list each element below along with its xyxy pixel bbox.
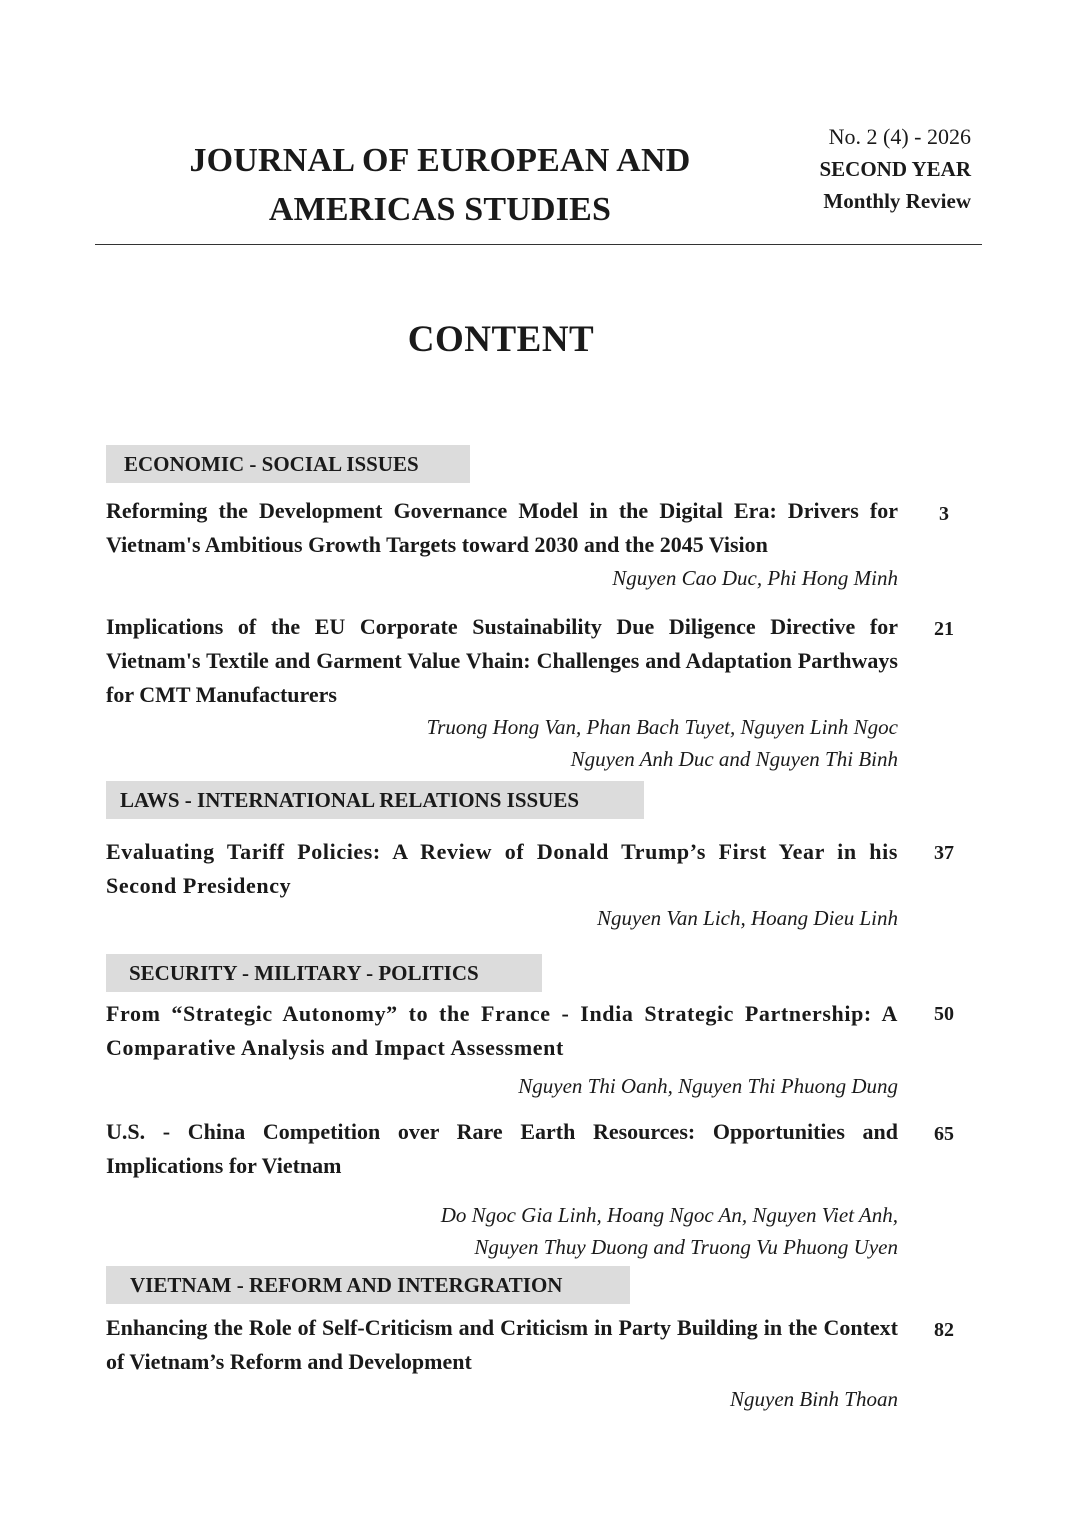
section-label-laws-international-relations: LAWS - INTERNATIONAL RELATIONS ISSUES xyxy=(106,781,644,819)
article-title[interactable]: Reforming the Development Governance Model in the Digital Era: Drivers for Vietnam's Ambitious Growth Targets toward 2030 and the 2045 Vision xyxy=(106,498,898,557)
author-line: Nguyen Van Lich, Hoang Dieu Linh xyxy=(597,906,898,930)
issue-year: SECOND YEAR xyxy=(819,157,971,181)
section-label-vietnam-reform-integration: VIETNAM - REFORM AND INTERGRATION xyxy=(106,1266,630,1304)
article-authors xyxy=(597,902,898,934)
section-label-economic-social: ECONOMIC - SOCIAL ISSUES xyxy=(106,445,470,483)
journal-title-line-1: JOURNAL OF EUROPEAN AND xyxy=(189,142,691,179)
article-authors xyxy=(427,711,898,775)
article-page-number[interactable]: 82 xyxy=(934,1319,954,1341)
article-title[interactable]: Enhancing the Role of Self-Criticism and Criticism in Party Building in the Context of Vietnam’s Reform and Development xyxy=(106,1315,898,1374)
author-line: Nguyen Thi Oanh, Nguyen Thi Phuong Dung xyxy=(518,1074,898,1098)
article-authors xyxy=(730,1383,898,1415)
article-title[interactable]: Implications of the EU Corporate Sustainability Due Diligence Directive for Vietnam's Textile and Garment Value Vhain: Challenges and Adaptation Parthways for CMT Manufacturers xyxy=(106,614,898,707)
issue-number: No. 2 (4) - 2026 xyxy=(828,124,971,149)
issue-frequency: Monthly Review xyxy=(823,189,971,213)
issue-info xyxy=(820,121,972,217)
author-line: Nguyen Binh Thoan xyxy=(730,1387,898,1411)
section-label-security-military-politics: SECURITY - MILITARY - POLITICS xyxy=(106,954,542,992)
author-line: Nguyen Cao Duc, Phi Hong Minh xyxy=(612,566,898,590)
article-title[interactable]: From “Strategic Autonomy” to the France - India Strategic Partnership: A Comparative Analysis and Impact Assessment xyxy=(106,1001,898,1060)
content-heading: CONTENT xyxy=(407,319,595,360)
journal-title-line-2: AMERICAS STUDIES xyxy=(268,191,612,228)
journal-title xyxy=(95,136,785,234)
article-authors xyxy=(518,1070,898,1102)
author-line: Do Ngoc Gia Linh, Hoang Ngoc An, Nguyen Viet Anh, xyxy=(440,1203,898,1227)
header-divider xyxy=(95,244,982,245)
article-authors xyxy=(612,562,898,594)
author-line: Nguyen Thuy Duong and Truong Vu Phuong Uyen xyxy=(474,1235,898,1259)
article-page-number[interactable]: 50 xyxy=(934,1003,954,1025)
article-title[interactable]: U.S. - China Competition over Rare Earth Resources: Opportunities and Implications for Vietnam xyxy=(106,1119,898,1178)
author-line: Truong Hong Van, Phan Bach Tuyet, Nguyen Linh Ngoc xyxy=(426,715,898,739)
article-page-number[interactable]: 65 xyxy=(934,1123,954,1145)
author-line: Nguyen Anh Duc and Nguyen Thi Binh xyxy=(570,747,898,771)
article-page-number[interactable]: 3 xyxy=(939,503,949,525)
article-page-number[interactable]: 21 xyxy=(934,618,954,640)
article-page-number[interactable]: 37 xyxy=(934,842,954,864)
article-authors xyxy=(441,1199,898,1263)
article-title[interactable]: Evaluating Tariff Policies: A Review of Donald Trump’s First Year in his Second Presidency xyxy=(106,839,898,898)
